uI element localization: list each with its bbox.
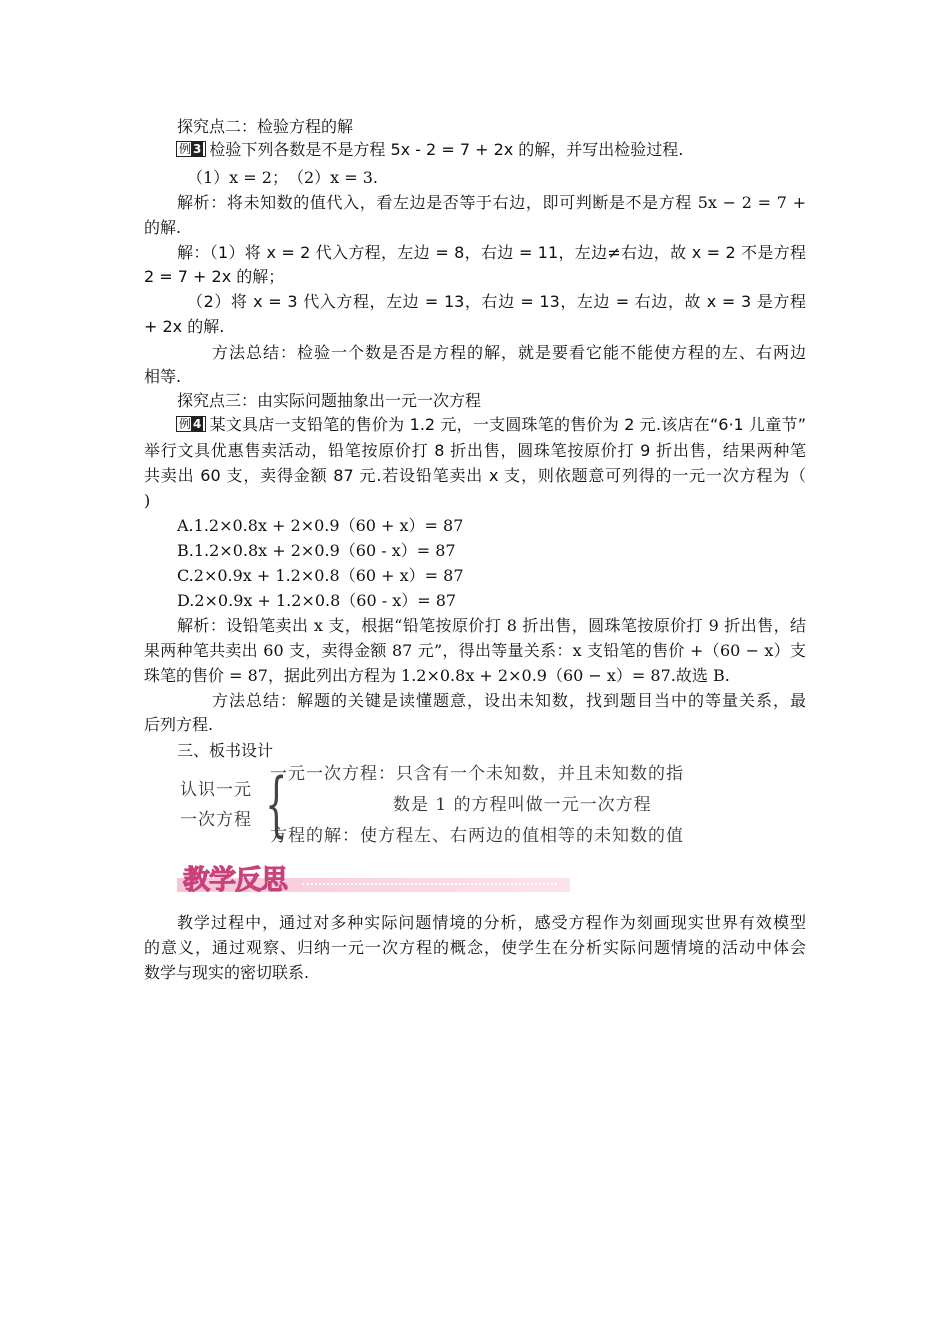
option-c: C.2×0.9x + 1.2×0.8（60 + x）= 87 bbox=[177, 566, 464, 585]
example-tag: 例 4 bbox=[176, 416, 206, 432]
brace-icon: { bbox=[265, 763, 288, 845]
board-definition: 一元一次方程：只含有一个未知数，并且未知数的指 bbox=[270, 764, 684, 784]
solution-line: （2）将 x = 3 代入方程，左边 = 13，右边 = 13，左边 = 右边，故 x = 3 是方程 bbox=[187, 292, 806, 311]
example-3 bbox=[176, 139, 683, 161]
reflection-text: 数学与现实的密切联系. bbox=[144, 963, 310, 982]
board-heading: 三、板书设计 bbox=[177, 741, 274, 760]
example-4: 例 4 某文具店一支铅笔的售价为 1.2 元，一支圆珠笔的售价为 2 元.该店在“6·1 儿童节” bbox=[176, 414, 806, 436]
board-topic: 认识一元 bbox=[180, 780, 252, 800]
question-line: ) bbox=[144, 491, 151, 510]
section-heading: 探究点二：检验方程的解 bbox=[177, 117, 354, 136]
board-definition: 方程的解：使方程左、右两边的值相等的未知数的值 bbox=[270, 826, 684, 846]
analysis-line: 珠笔的售价 = 87，据此列出方程为 1.2×0.8x + 2×0.9（60 − x）= 87.故选 B. bbox=[144, 666, 730, 685]
analysis-line: 解析：将未知数的值代入，看左边是否等于右边，即可判断是不是方程 5x − 2 = 7 + bbox=[177, 193, 806, 212]
reflection-text: 的意义，通过观察、归纳一元一次方程的概念，使学生在分析实际问题情境的活动中体会 bbox=[144, 938, 806, 957]
reflection-title: 教学反思 bbox=[183, 865, 287, 896]
example-tag: 例 3 bbox=[176, 141, 206, 157]
solution-line: 解：（1）将 x = 2 代入方程，左边 = 8，右边 = 11，左边≠右边，故 x = 2 不是方程 bbox=[177, 243, 806, 262]
method-summary: 后列方程. bbox=[144, 715, 214, 734]
solution-line: 2 = 7 + 2x 的解； bbox=[144, 267, 285, 286]
example-items: （1）x = 2； （2）x = 3. bbox=[187, 168, 379, 187]
reflection-banner bbox=[177, 858, 570, 896]
analysis-line: 的解. bbox=[144, 218, 182, 237]
analysis-line: 果两种笔共卖出 60 支，卖得金额 87 元”，得出等量关系：x 支铅笔的售价 +（60 − x）支 bbox=[144, 641, 806, 660]
option-b: B.1.2×0.8x + 2×0.9（60 - x）= 87 bbox=[177, 541, 456, 560]
reflection-text: 教学过程中，通过对多种实际问题情境的分析，感受方程作为刻画现实世界有效模型 bbox=[177, 913, 806, 932]
method-summary: 方法总结：解题的关键是读懂题意，设出未知数，找到题目当中的等量关系，最 bbox=[212, 691, 806, 710]
solution-line: + 2x 的解. bbox=[144, 317, 225, 336]
question-line: 共卖出 60 支，卖得金额 87 元.若设铅笔卖出 x 支，则依题意可列得的一元一次方程为（ bbox=[144, 466, 806, 485]
analysis-line: 解析：设铅笔卖出 x 支，根据“铅笔按原价打 8 折出售，圆珠笔按原价打 9 折出售，结 bbox=[177, 616, 806, 635]
method-summary: 方法总结：检验一个数是否是方程的解，就是要看它能不能使方程的左、右两边 bbox=[212, 343, 806, 362]
board-topic: 一次方程 bbox=[180, 810, 252, 830]
board-definition: 数是 1 的方程叫做一元一次方程 bbox=[393, 795, 652, 815]
option-d: D.2×0.9x + 1.2×0.8（60 - x）= 87 bbox=[177, 591, 457, 610]
option-a: A.1.2×0.8x + 2×0.9（60 + x）= 87 bbox=[177, 516, 464, 535]
section-heading: 探究点三：由实际问题抽象出一元一次方程 bbox=[177, 391, 482, 410]
question-line: 举行文具优惠售卖活动，铅笔按原价打 8 折出售，圆珠笔按原价打 9 折出售，结果两种笔 bbox=[144, 441, 806, 460]
method-summary: 相等. bbox=[144, 367, 182, 386]
example-text: 检验下列各数是不是方程 5x - 2 = 7 + 2x 的解，并写出检验过程. bbox=[209, 140, 684, 159]
